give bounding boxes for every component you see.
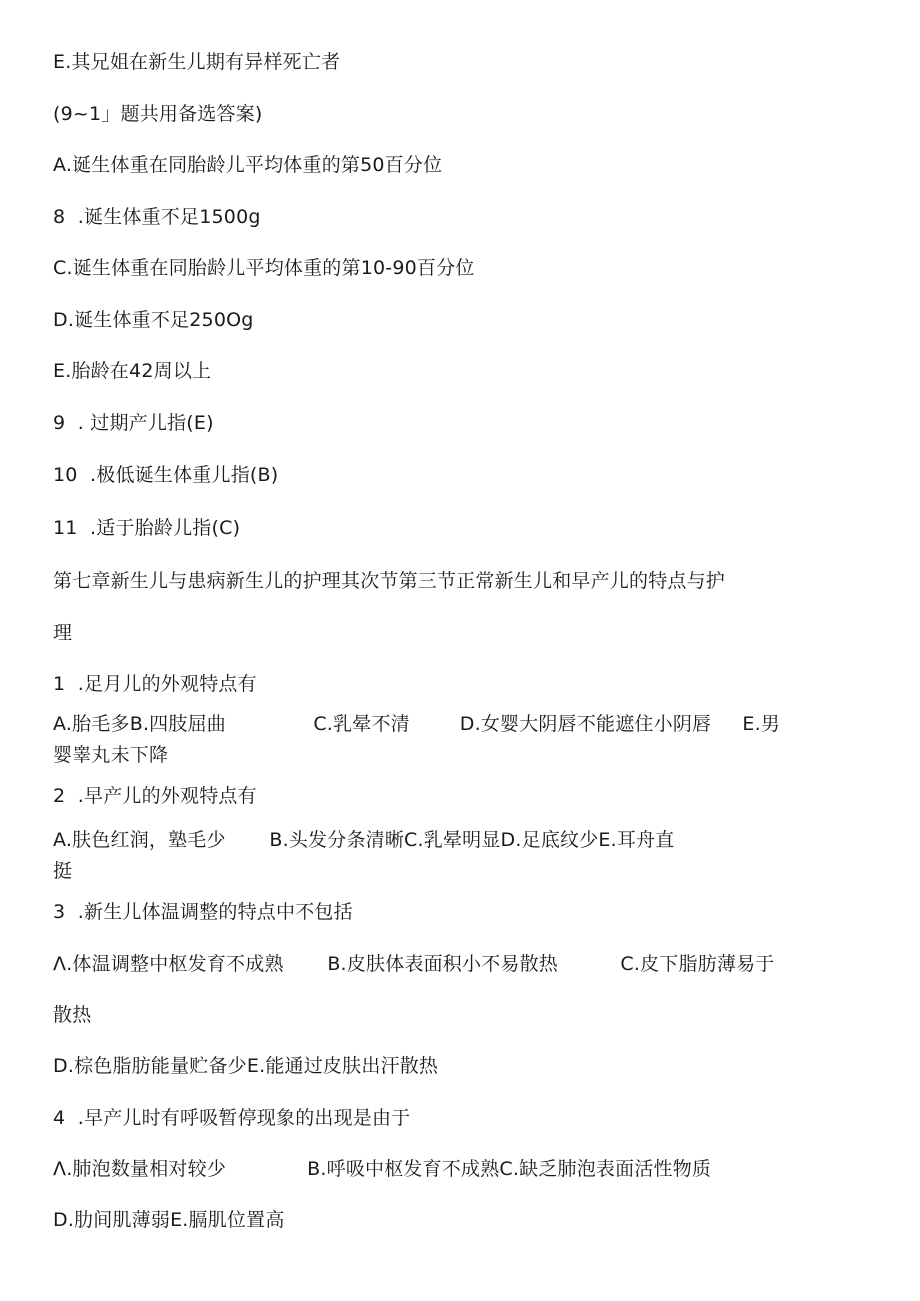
option-c-10-90-percentile: C.诞生体重在同胎龄儿平均体重的第10-90百分位 xyxy=(53,257,475,279)
question-9: 9 . 过期产儿指(E) xyxy=(53,412,214,434)
question-10: 10 .极低诞生体重儿指(B) xyxy=(53,464,279,486)
question-2: 2 .早产儿的外观特点有 xyxy=(53,785,257,807)
question-1: 1 .足月儿的外观特点有 xyxy=(53,673,257,695)
question-1-options-continued: 婴睾丸未下降 xyxy=(53,744,169,766)
option-d-under-2500g: D.诞生体重不足250Og xyxy=(53,309,254,331)
shared-options-heading: (9~1」题共用备选答案) xyxy=(53,103,263,125)
option-b-under-1500g: 8 .诞生体重不足1500g xyxy=(53,206,261,228)
question-4: 4 .早产儿时有呼吸暂停现象的出现是由于 xyxy=(53,1107,411,1129)
option-e-over-42-weeks: E.胎龄在42周以上 xyxy=(53,360,212,382)
question-1-options: A.胎毛多B.四肢屈曲 C.乳晕不清 D.女婴大阴唇不能遮住小阴唇 E.男 xyxy=(53,713,781,735)
question-4-options: Λ.肺泡数量相对较少 B.呼吸中枢发育不成熟C.缺乏肺泡表面活性物质 xyxy=(53,1158,712,1180)
option-e-sibling-death: E.其兄姐在新生儿期有异样死亡者 xyxy=(53,51,341,73)
question-2-options: A.肤色红润，塾毛少 B.头发分条清晰C.乳晕明显D.足底纹少E.耳舟直 xyxy=(53,829,675,851)
question-3-options-d-e: D.棕色脂肪能量贮备少E.能通过皮肤出汗散热 xyxy=(53,1055,439,1077)
question-2-options-continued: 挺 xyxy=(53,860,73,882)
question-11: 11 .适于胎龄儿指(C) xyxy=(53,517,241,539)
question-4-options-d-e: D.肋间肌薄弱E.膈肌位置高 xyxy=(53,1209,285,1231)
option-a-50th-percentile: A.诞生体重在同胎龄儿平均体重的第50百分位 xyxy=(53,154,443,176)
question-3-options: Λ.体温调整中枢发育不成熟 B.皮肤体表面积小不易散热 C.皮下脂肪薄易于 xyxy=(53,953,775,975)
chapter-heading: 第七章新生儿与患病新生儿的护理其次节第三节正常新生儿和早产儿的特点与护 xyxy=(53,570,726,592)
chapter-heading-continued: 理 xyxy=(53,622,73,644)
question-3-options-continued: 散热 xyxy=(53,1004,92,1026)
question-3: 3 .新生儿体温调整的特点中不包括 xyxy=(53,901,353,923)
